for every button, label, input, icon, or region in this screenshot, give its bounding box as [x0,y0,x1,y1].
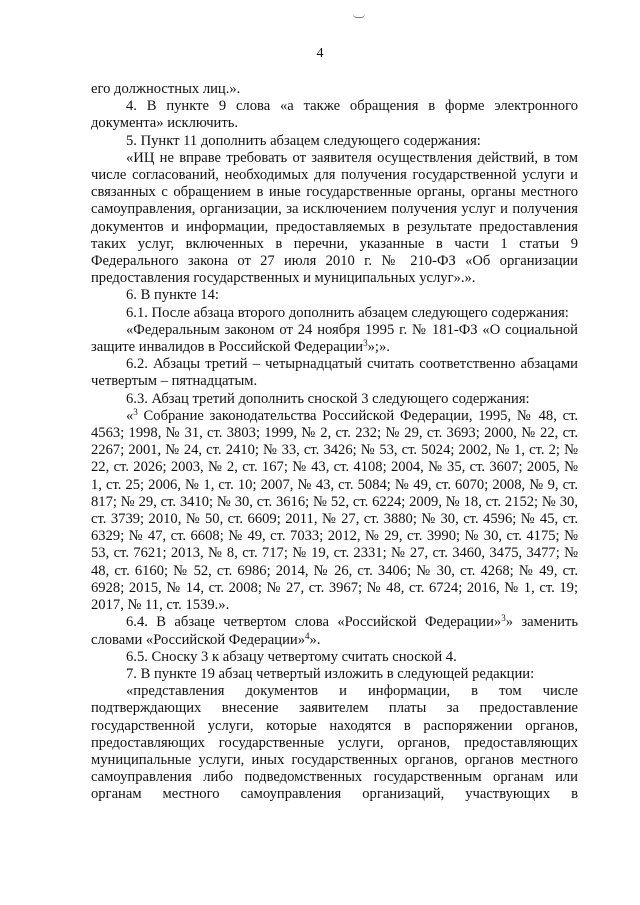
paragraph-item-6-3: 6.3. Абзац третий дополнить сноской 3 следующего содержания: [126,390,530,407]
footnote-sources-text: Собрание законодательства Российской Федерации, 1995, № 48, ст. 4563; 1998, № 31, ст. 3803; 1999, № 2, ст. 232; № 29, ст. 3693; 2000, № 22, ст. 2267; 2001, № 24, ст. 2410; № 33, ст. 3426; № 53, ст. 5024; 2002, № 1, ст. 2; № 22, ст. 2026; 2003, № 2, ст. 167; № 43, ст. 4108; 2004, № 35, ст. 3607; 2005, № 1, ст. 25; 2006, № 1, ст. 10; 2007, № 43, ст. 5084; № 49, ст. 6070; 2008, № 9, ст. 817; № 29, ст. 3410; № 30, ст. 3616; № 52, ст. 6224; 2009, № 18, ст. 2152; № 30, ст. 3739; 2010, № 50, ст. 6609; 2011, № 27, ст. 3880; № 30, ст. 4596; № 45, ст. 6329; № 47, ст. 6608; № 49, ст. 7033; 2012, № 29, ст. 3990; № 30, ст. 4175; № 53, ст. 7621; 2013, № 8, ст. 717; № 19, ст. 2331; № 27, ст. 3460, 3475, 3477; № 48, ст. 6160; № 52, ст. 6986; 2014, № 26, ст. 3406; № 30, ст. 4268; № 49, ст. 6928; 2015, № 14, ст. 2008; № 27, ст. 3967; № 48, ст. 6724; 2016, № 1, ст. 19; 2017, № 11, ст. 1539.». [91,407,578,614]
paragraph-item-6-4 [91,614,578,648]
item-6-4-text-start: 6.4. В абзаце четвертом слова «Российской Федерации» [126,614,502,631]
footnote-mark: 3 [501,613,506,624]
paragraph-footnote-text [91,408,578,614]
item-6-4-text-end: ». [309,631,321,648]
paragraph-item-6-2: 6.2. Абзацы третий – четырнадцатый считать соответственно абзацами четвертым – пятнадцатым. [91,356,578,390]
paragraph-item-6-5: 6.5. Сноску 3 к абзацу четвертому считать сноской 4. [126,648,457,665]
paragraph-item-5: 5. Пункт 11 дополнить абзацем следующего содержания: [126,132,481,149]
quote-federal-law-text: «Федеральным законом от 24 ноября 1995 г. № 181-ФЗ «О социальной защите инвалидов в Российской Федерации [91,321,578,356]
quote-federal-law-end: »;». [367,339,390,356]
item-6-4-text-middle: » заменить словами «Российской Федерации» [91,614,578,648]
footnote-mark: 4 [305,630,310,641]
footnote-mark: 3 [363,338,368,349]
page-number: 4 [316,46,324,61]
paragraph-item-7: 7. В пункте 19 абзац четвертый изложить в следующей редакции: [126,665,535,682]
document-body [91,81,578,804]
scan-artifact-mark [353,14,365,18]
paragraph-item-4: 4. В пункте 9 слова «а также обращения в форме электронного документа» исключить. [91,98,578,132]
paragraph-continuation: его должностных лиц.». [91,81,241,97]
paragraph-item-6: 6. В пункте 14: [126,287,219,304]
footnote-quote-open: « [126,407,134,424]
footnote-mark: 3 [133,406,138,417]
paragraph-quote-ic: «ИЦ не вправе требовать от заявителя осуществления действий, в том числе согласований, необходимых для получения государственной услуги и связанных с обращением в иные государственные органы, органы местного самоуправления, организации, за исключением получения услуг и получения документов и информации, предоставляемых в результате предоставления таких услуг, включенных в перечни, указанные в части 1 статьи 9 Федерального закона от 27 июля 2010 г. № 210-ФЗ «Об организации предоставления государственных и муниципальных услуг».». [91,149,578,287]
paragraph-quote-federal-law [91,322,578,356]
paragraph-quote-documents: «представления документов и информации, в том числе подтверждающих внесение заявителем платы за предоставление государственной услуги, которые находятся в распоряжении органов, предоставляющих государственные услуги, органов, предоставляющих муниципальные услуги, иных государственных органов, органов местного самоуправления либо подведомственных государственным органам или органам местного самоуправления организаций, участвующих в [91,683,578,803]
paragraph-item-6-1: 6.1. После абзаца второго дополнить абзацем следующего содержания: [126,304,569,321]
